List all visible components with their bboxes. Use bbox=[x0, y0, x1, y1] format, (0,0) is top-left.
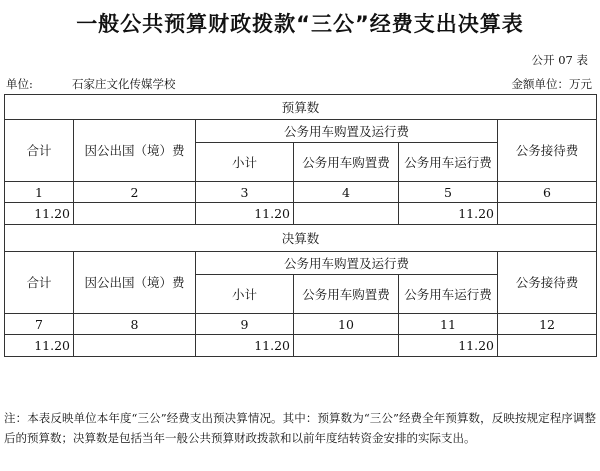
budget-col-reception: 公务接待费 bbox=[498, 120, 597, 182]
page-title: 一般公共预算财政拨款“三公”经费支出决算表 bbox=[76, 12, 524, 36]
final-header-row-1 bbox=[5, 252, 597, 275]
col-number: 2 bbox=[74, 182, 196, 203]
budget-value-row bbox=[5, 203, 597, 225]
unit-name: 石家庄文化传媒学校 bbox=[72, 77, 176, 91]
col-number: 7 bbox=[5, 314, 74, 335]
final-col-reception: 公务接待费 bbox=[498, 252, 597, 314]
budget-col-vehicle-group: 公务用车购置及运行费 bbox=[196, 120, 498, 143]
budget-total-value: 11.20 bbox=[5, 203, 74, 225]
form-code: 公开 07 表 bbox=[531, 53, 588, 67]
budget-purchase-value bbox=[294, 203, 399, 225]
budget-reception-value bbox=[498, 203, 597, 225]
final-col-subtotal: 小计 bbox=[196, 275, 294, 314]
col-number: 9 bbox=[196, 314, 294, 335]
amount-unit: 金额单位：万元 bbox=[511, 77, 592, 91]
budget-col-operation: 公务用车运行费 bbox=[399, 143, 498, 182]
col-number: 1 bbox=[5, 182, 74, 203]
final-subtotal-value: 11.20 bbox=[196, 335, 294, 357]
final-operation-value: 11.20 bbox=[399, 335, 498, 357]
final-total-value: 11.20 bbox=[5, 335, 74, 357]
budget-col-subtotal: 小计 bbox=[196, 143, 294, 182]
budget-number-row bbox=[5, 182, 597, 203]
budget-operation-value: 11.20 bbox=[399, 203, 498, 225]
col-number: 8 bbox=[74, 314, 196, 335]
final-col-purchase: 公务用车购置费 bbox=[294, 275, 399, 314]
final-col-vehicle-group: 公务用车购置及运行费 bbox=[196, 252, 498, 275]
final-value-row bbox=[5, 335, 597, 357]
budget-col-purchase: 公务用车购置费 bbox=[294, 143, 399, 182]
final-section-row bbox=[5, 225, 597, 252]
budget-col-abroad: 因公出国（境）费 bbox=[74, 120, 196, 182]
final-col-abroad: 因公出国（境）费 bbox=[74, 252, 196, 314]
final-col-operation: 公务用车运行费 bbox=[399, 275, 498, 314]
final-purchase-value bbox=[294, 335, 399, 357]
final-section-title: 决算数 bbox=[5, 225, 597, 252]
col-number: 10 bbox=[294, 314, 399, 335]
col-number: 12 bbox=[498, 314, 597, 335]
footnote: 注：本表反映单位本年度“三公”经费支出预决算情况。其中：预算数为“三公”经费全年预算数，反映按规定程序调整后的预算数；决算数是包括当年一般公共预算财政拨款和以前年度结转资金安排的实际支出。 bbox=[4, 411, 596, 445]
expense-table bbox=[4, 94, 597, 357]
budget-section-title: 预算数 bbox=[5, 95, 597, 120]
budget-header-row-1 bbox=[5, 120, 597, 143]
budget-subtotal-value: 11.20 bbox=[196, 203, 294, 225]
unit-line bbox=[6, 76, 176, 92]
col-number: 4 bbox=[294, 182, 399, 203]
final-col-total: 合计 bbox=[5, 252, 74, 314]
col-number: 5 bbox=[399, 182, 498, 203]
col-number: 11 bbox=[399, 314, 498, 335]
final-number-row bbox=[5, 314, 597, 335]
unit-label: 单位: bbox=[6, 77, 33, 91]
budget-abroad-value bbox=[74, 203, 196, 225]
final-reception-value bbox=[498, 335, 597, 357]
budget-col-total: 合计 bbox=[5, 120, 74, 182]
col-number: 3 bbox=[196, 182, 294, 203]
final-abroad-value bbox=[74, 335, 196, 357]
budget-section-row bbox=[5, 95, 597, 120]
col-number: 6 bbox=[498, 182, 597, 203]
